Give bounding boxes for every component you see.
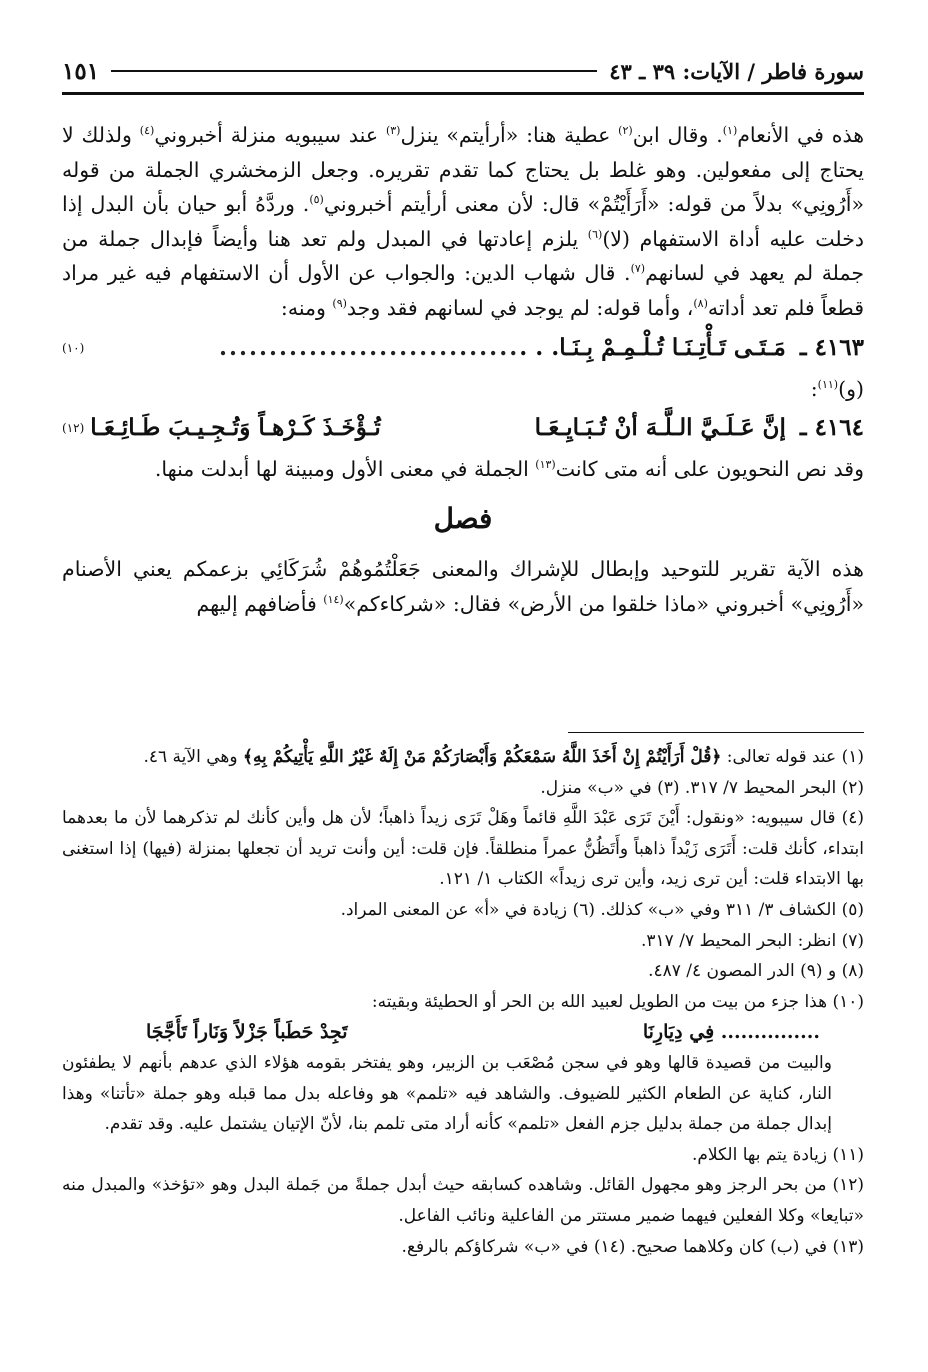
text-run: (و) — [838, 376, 864, 401]
footnote-marker: (٨) — [693, 296, 708, 310]
footnote-marker: (٢) — [618, 124, 633, 137]
verse-ellipsis: .............................. — [218, 334, 520, 362]
footnote-marker: (١٤) — [323, 592, 344, 606]
text-run: وقد نص النحويون على أنه متى كانت — [555, 456, 864, 481]
footnote-1 — [62, 742, 864, 773]
text-run: : — [810, 376, 818, 401]
footnote-marker: (٩) — [332, 296, 347, 310]
quran-quote: ﴿قُلْ أَرَأَيْتُمْ إِنْ أَخَذَ اللَّهُ سَمْعَكُمْ وَأَبْصَارَكُمْ مَنْ إِلَهٌ غَيْرُ اللَّهِ يَأْتِيكُمْ بِهِ﴾ — [242, 747, 722, 767]
footnote-separator — [568, 732, 864, 733]
verse-line — [62, 406, 864, 452]
poem-second-hemistich: تَجِدْ حَطَباً جَزْلاً وَنَاراً تَأَجَّجَا — [146, 1021, 348, 1044]
text-run: عند سيبويه منزلة أخبروني — [154, 123, 386, 147]
chapter-title: سورة فاطر / الآيات: ٣٩ ـ ٤٣ — [609, 58, 864, 84]
footnote-11: (١١) زيادة يتم بها الكلام. — [691, 1144, 864, 1165]
footnotes — [62, 742, 864, 1262]
footnote-10: (١٠) هذا جزء من بيت من الطويل لعبيد الله بن الحر أو الحطيئة وبقيته: — [371, 991, 864, 1012]
footnote-ref: (١٠) — [62, 341, 85, 356]
footnote-marker: (١٣) — [535, 457, 556, 471]
connector-line — [62, 372, 864, 406]
paragraph — [62, 118, 864, 326]
footnote-4: (٤) قال سيبويه: «ونقول: أَيْنَ تَرَى عَبْدَ اللَّهِ قائماً وهَلْ تَرَى زيداً ذاهباً؛ لأن هل وأين كأنك لم تذكرهما لأن ما بعدهما ابتداء، كأنك قلت: أَتَرَى زَيْداً ذاهباً وأَتَظُنُّ عمراً منطلقاً. فإن قلت: أين وأنت تريد أن تجعلها بمنزلة (فيها) إذا استغنى بها الابتداء قلت: أين ترى زيد، وأين ترى زيداً» الكتاب ١/ ١٢١. — [62, 808, 864, 890]
footnote-text: وهي الآية ٤٦. — [143, 747, 243, 767]
main-text — [62, 118, 864, 621]
footnote-ref: (١٢) — [62, 421, 85, 436]
footnote-5-6: (٥) الكشاف ٣/ ٣١١ وفي «ب» كذلك. (٦) زيادة في «أ» عن المعنى المراد. — [340, 899, 864, 920]
verse-number: ٤١٦٣ ـ — [799, 334, 864, 362]
text-run: ، وأما قوله: لم يوجد في لسانهم فقد وجد — [346, 295, 694, 320]
section-heading: فصل — [433, 502, 493, 536]
footnote-7: (٧) انظر: البحر المحيط ٧/ ٣١٧. — [641, 930, 864, 951]
footnote-marker: (١) — [722, 124, 738, 137]
text-run: ومنه: — [280, 295, 333, 320]
text-run: . وردَّهُ أبو حيان بأن البدل إذا دخلت عليه أداة الاستفهام (لا) — [62, 192, 864, 251]
header-divider — [62, 92, 864, 95]
text-run: هذه في الأنعام — [737, 123, 865, 147]
paragraph — [62, 452, 864, 487]
footnote-marker: (٧) — [630, 262, 646, 276]
verse-first-hemistich: إنَّ عَـلَـيَّ الـلَّـهَ أنْ تُـبَـايِـعَـا — [534, 414, 786, 442]
footnote-13-14: (١٣) في (ب) كان وكلاهما صحيح. (١٤) في «ب» شركاؤكم بالرفع. — [401, 1236, 864, 1257]
header-rule — [111, 70, 597, 72]
text-run: . وقال ابن — [632, 123, 723, 147]
page-number: ١٥١ — [62, 57, 100, 85]
text-run: . قال شهاب الدين: والجواب عن الأول أن الاستفهام فيه غير مراد قطعاً فلم تعد أداته — [62, 261, 864, 320]
text-run: يلزم إعادتها في المبدل ولم تعد هنا وأيضاً فإبدال جملة من جملة لم يعهد في لسانهم — [62, 226, 864, 286]
text-run: فأضافهم إليهم — [196, 591, 324, 616]
footnote-10-body: والبيت من قصيدة قالها وهو في سجن مُصْعَب بن الزبير، وهو يفتخر بقومه هؤلاء الذي عدهم بأنهم لا يطفئون النار، كناية عن الطعام الكثير للضيوف. والشاهد فيه «تلمم» هو وفاعله بدل مما قبله وهو جملة «تأتنا» وهذا إبدال جملة من جملة بدليل جزم الفعل «تلمم» كأنه أراد متى تلمم بنا، لأنّ الإتيان يشتمل عليه. وقد تقدم. — [62, 1052, 832, 1135]
footnote-poem — [62, 1017, 864, 1048]
text-run: الجملة في معنى الأول ومبينة لها أبدلت منها. — [154, 456, 536, 481]
text-run: عطية هنا: «أرأيتم» ينزل — [400, 123, 619, 147]
footnote-8-9: (٨) و (٩) الدر المصون ٤/ ٤٨٧. — [648, 961, 864, 982]
footnote-12: (١٢) من بحر الرجز وهو مجهول القائل. وشاهده كسابقه حيث أبدل جملةً من جَملة البدل وهو «تؤخذ» والمبدل منه «تبايعا» وكلا الفعلين فيهما ضمير مستتر من الفاعلية ونائب الفاعل. — [62, 1175, 864, 1226]
footnote-marker: (١١) — [817, 377, 839, 391]
footnote-text: (١) عند قوله تعالى: — [721, 747, 864, 767]
verse-number: ٤١٦٤ ـ — [799, 414, 864, 442]
footnote-marker: (٣) — [385, 124, 401, 137]
footnote-marker: (٤) — [139, 124, 155, 137]
footnote-marker: (٦) — [587, 227, 603, 241]
running-header — [62, 54, 864, 88]
text-run: ولذلك لا يحتاج إلى مفعولين. وهو غلط بل يحتاج كما تقدم تقريره. وجعل الزمخشري الجملة من قوله «أَرُونِي» بدلاً من قوله: «أَرَأَيْتُمْ» قال: لأن معنى أرأيتم أخبروني — [62, 123, 864, 217]
verse-line — [62, 326, 864, 372]
poem-first-hemistich: ............... فِي دِيَارِنَا — [642, 1021, 820, 1044]
footnote-marker: (٥) — [309, 193, 324, 207]
paragraph — [62, 552, 864, 621]
verse-second-hemistich: تُـؤْخَـذَ كَـرْهـاً وَتُـجِـيـبَ طَـائِـعَـا — [90, 414, 381, 442]
text-run: هذه الآية تقرير للتوحيد وإبطال للإشراك والمعنى جَعَلْتُمُوهُمْ شُرَكَائِي بزعمكم يعني الأصنام «أَرُونِي» أخبروني «ماذا خلقوا من الأرض» فقال: «شركاءكم» — [62, 557, 864, 616]
footnote-2-3: (٢) البحر المحيط ٧/ ٣١٧. (٣) في «ب» منزل. — [540, 777, 864, 798]
verse-text: مَـتَـى تَـأْتِـنَـا تُـلْـمِـمْ بِـنَـا. . . — [519, 334, 786, 362]
